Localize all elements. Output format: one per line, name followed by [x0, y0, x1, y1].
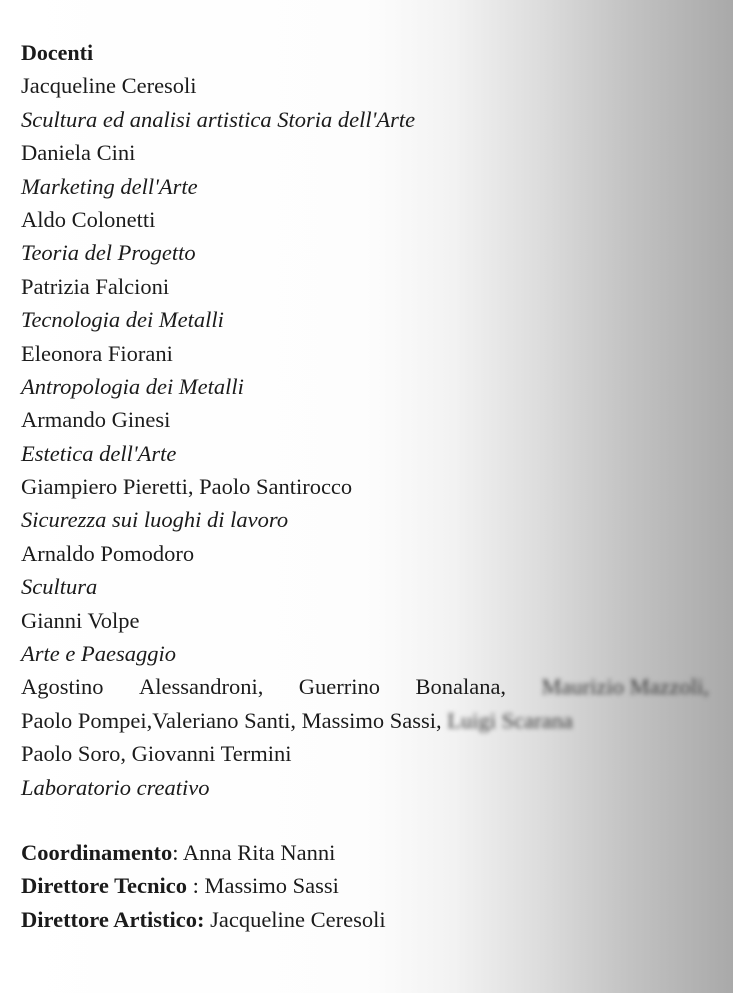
faculty-course: Scultura ed analisi artistica Storia dell'Arte [21, 106, 416, 132]
lab-name-word: Bonalana, [415, 674, 507, 700]
blurred-name: Maurizio Mazzoli, [541, 674, 709, 700]
faculty-name: Giampiero Pieretti, Paolo Santirocco [21, 474, 353, 500]
faculty-course: Tecnologia dei Metalli [21, 307, 224, 333]
faculty-name: Armando Ginesi [21, 407, 171, 433]
lab-name-word: Alessandroni, [138, 674, 264, 700]
credit-label: Direttore Artistico: [21, 906, 205, 932]
faculty-name: Jacqueline Ceresoli [21, 73, 197, 99]
credit-label: Coordinamento [21, 839, 173, 865]
faculty-name: Daniela Cini [21, 140, 136, 166]
credit-direttore-artistico [21, 903, 721, 936]
lab-name-word: Agostino [21, 674, 104, 700]
credit-coordinamento [21, 836, 721, 869]
faculty-course: Scultura [21, 574, 98, 600]
credit-value: Jacqueline Ceresoli [210, 906, 386, 932]
faculty-course: Marketing dell'Arte [21, 173, 198, 199]
faculty-course: Laboratorio creativo [21, 774, 210, 800]
credit-direttore-tecnico [21, 869, 721, 902]
faculty-course: Estetica dell'Arte [21, 440, 177, 466]
faculty-name: Patrizia Falcioni [21, 273, 170, 299]
faculty-course: Teoria del Progetto [21, 240, 196, 266]
faculty-course: Sicurezza sui luoghi di lavoro [21, 507, 289, 533]
credit-value: Anna Rita Nanni [182, 839, 336, 865]
lab-name-word: Guerrino [298, 674, 381, 700]
faculty-list [21, 36, 721, 936]
faculty-course: Arte e Paesaggio [21, 641, 176, 667]
lab-names-text: Paolo Pompei,Valeriano Santi, Massimo Sassi, [21, 707, 442, 733]
faculty-name: Aldo Colonetti [21, 206, 156, 232]
lab-names-line-2 [21, 704, 721, 737]
blurred-name: Luigi Scarana [447, 707, 573, 733]
section-heading: Docenti [21, 40, 94, 65]
faculty-name: Eleonora Fiorani [21, 340, 173, 366]
lab-names-line-3: Paolo Soro, Giovanni Termini [21, 741, 292, 767]
lab-names-line-1 [21, 670, 709, 703]
credit-separator: : [187, 873, 205, 899]
faculty-course: Antropologia dei Metalli [21, 373, 244, 399]
faculty-name: Arnaldo Pomodoro [21, 540, 195, 566]
section-spacer [21, 804, 721, 836]
credit-separator: : [172, 839, 183, 865]
credit-value: Massimo Sassi [204, 873, 339, 899]
faculty-name: Gianni Volpe [21, 607, 140, 633]
credit-label: Direttore Tecnico [21, 873, 188, 899]
